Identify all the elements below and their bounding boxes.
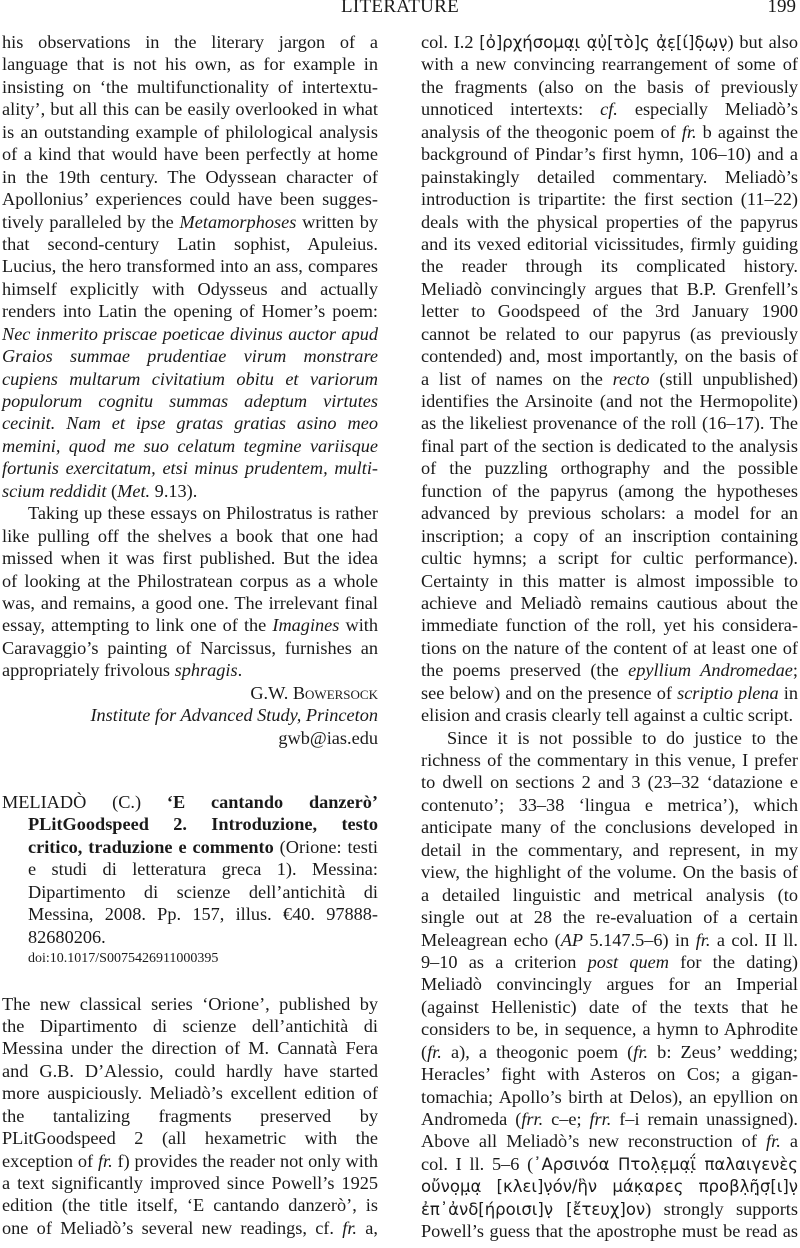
text-line: Since it is not possible to do justice to the <box>447 727 798 748</box>
text-line: The new classical series ‘Orione’, published by <box>2 993 378 1014</box>
text-line: view, the highlight of the volume. On the basis of <box>421 862 798 883</box>
page-header <box>0 0 800 20</box>
text-line: the tantalizing fragments preserved by <box>2 1105 378 1126</box>
text-line: Powell’s guess that the apostrophe must be read as <box>421 1221 798 1242</box>
text-line: introduction is tripartite: the first section (11–22) <box>421 189 798 210</box>
reviewer-email[interactable]: gwb@ias.edu <box>278 727 378 748</box>
text-line: considers to be, in sequence, a hymn to Aphrodite <box>421 1019 798 1040</box>
text-line: like pulling off the shelves a book that one had <box>2 525 378 546</box>
text-line: the reader through its complicated history. <box>421 256 798 277</box>
text-line: identifies the Arsinoite (and not the Hermopolite) <box>421 391 798 411</box>
institution-text: Institute for Advanced Study, Princeton <box>90 705 378 726</box>
reviewer-name <box>2 682 378 704</box>
text-line: immediate function of the roll, yet his considera- <box>421 615 798 636</box>
review-1-signature <box>2 682 378 749</box>
text-line: missed when it was first published. But the idea <box>2 548 378 569</box>
text-line: Andromeda (frr. c–e; frr. f–i remain unassigned). <box>421 1109 799 1129</box>
text-line: Messina under the direction of M. Cannatà Fera <box>2 1038 378 1059</box>
text-line: the fragments (also on the basis of previously <box>421 76 798 97</box>
text-line: (fr. a), a theogonic poem (fr. b: Zeus’ wedding; <box>421 1041 799 1062</box>
text-line: cannot be related to our papyrus (as previously <box>421 323 798 344</box>
text-line: tomachia; Apollo’s birth at Delos), an epyllion on <box>421 1086 798 1107</box>
text-line: see below) and on the presence of scriptio plena in <box>421 682 799 703</box>
text-line: exception of fr. f) provides the reader not only with <box>2 1150 378 1171</box>
text-line: advanced by previous scholars: a model for an <box>421 503 798 524</box>
reviewer-surname: Bowersock <box>292 682 378 703</box>
text-line: to dwell on sections 2 and 3 (23–32 ‘datazione e <box>421 772 798 793</box>
review-2-paragraph-1-continued <box>421 31 798 727</box>
text-line: painstakingly detailed commentary. Meliadò’s <box>421 166 798 187</box>
text-line: tions on the nature of the content of at least one of <box>421 637 798 658</box>
text-line: Taking up these essays on Philostratus is rather <box>28 503 378 524</box>
text-line: ἐπ᾿ἀνδ[ήροισι]ν̣ [ἔτευχ]ον) strongly supports <box>421 1198 798 1219</box>
text-line: Meleagrean echo (AP 5.147.5–6) in fr. a col. II ll. <box>421 929 798 950</box>
text-line: richness of the commentary in this venue, I prefer <box>421 750 798 770</box>
text-line: final part of the section is dedicated to the analysis <box>421 435 798 456</box>
text-line: populorum cognitu summas adeptum virtutes <box>2 391 378 411</box>
text-line: col. I ll. 5–6 (᾿Αρσινόα Πτολ̣ε̣μα̣ΐ̣ παλαιγενὲς <box>421 1153 798 1174</box>
text-line: his observations in the literary jargon of a <box>2 32 378 52</box>
text-line: essay, attempting to link one of the Imagines with <box>2 615 378 636</box>
doi-reference[interactable]: doi:10.1017/S0075426911000395 <box>28 951 219 967</box>
section-gap <box>2 749 378 791</box>
reviewer-initials: G.W. <box>250 682 293 703</box>
text-line: inscription; a copy of an inscription containing <box>421 525 798 546</box>
text-line: critico, traduzione e commento (Orione: testi <box>28 836 378 857</box>
section-gap <box>2 971 378 993</box>
reviewer-institution <box>2 704 378 726</box>
text-line: e studi di letteratura greca 1). Messina: <box>28 859 378 880</box>
review-2-body <box>2 993 378 1240</box>
text-line: 9–10 as a criterion post quem for the dating) <box>421 951 798 972</box>
text-line: Above all Meliadò’s new reconstruction of fr. a <box>421 1131 799 1152</box>
text-line: Messina, 2008. Pp. 157, illus. €40. 97888- <box>28 904 378 925</box>
text-line: Caravaggio’s painting of Narcissus, furnishes an <box>2 637 378 658</box>
text-line: cultic hymns; a script for cultic performance). <box>421 548 798 569</box>
left-column <box>2 31 378 1239</box>
text-line: contenuto’; 33–38 ‘lingua e metrica’), which <box>421 794 798 815</box>
text-line: the poems preserved (the epyllium Andromedae; <box>421 660 798 681</box>
text-line: Meliadò convincingly argues for an Imperial <box>421 974 798 995</box>
text-line: in the 19th century. The Odyssean character of <box>2 166 378 187</box>
text-line: detail in the commentary, and represent, in my <box>421 839 798 860</box>
text-line: renders into Latin the opening of Homer’s poem: <box>2 301 378 322</box>
text-line: memini, quod me suo celatum tegmine variisque <box>2 435 378 456</box>
text-line: col. I.2 [ὀ]ρχήσομα̣ι̣ α̣ὐ̣[τὸ]ς ἀ̣ε̣[ί]δ̣ω̣ν̣) but also <box>421 32 799 52</box>
text-line: οὔνο̣μ̣α̣ [κλει]ν̣όν/ἣν μάκ̣αρες προβλ̣ῆ̣σ̣[ι]ν̣ <box>421 1177 798 1197</box>
text-line: Nec inmerito priscae poeticae divinus auctor apud <box>2 323 378 344</box>
text-line: appropriately frivolous sphragis. <box>2 660 243 681</box>
text-line: with a new convincing rearrangement of some of <box>421 54 798 75</box>
text-line: is an outstanding example of philological analysis <box>2 121 378 142</box>
text-line: tively paralleled by the Metamorphoses written by <box>2 211 378 232</box>
text-line: 82680206. <box>28 926 106 947</box>
text-line: a list of names on the recto (still unpublished) <box>421 368 799 389</box>
text-line: single out at 28 the re-evaluation of a certain <box>421 907 798 928</box>
page-number: 199 <box>767 0 796 17</box>
text-line: of a kind that would have been perfectly at home <box>2 144 378 165</box>
text-line: letter to Goodspeed of the 3rd January 1900 <box>421 301 798 322</box>
text-line: PLitGoodspeed 2. Introduzione, testo <box>28 814 378 835</box>
text-line: and G.B. D’Alessio, could hardly have started <box>2 1060 378 1081</box>
text-line: the Dipartimento di scienze dell’antichità di <box>2 1015 378 1036</box>
text-line: cupiens multarum civitatium obitu et variorum <box>2 368 378 389</box>
text-line: unnoticed intertexts: cf. especially Meliadò’s <box>421 99 798 120</box>
text-line: Apollonius’ experiences could have been sugges- <box>2 189 378 210</box>
text-line: and its vexed editorial vicissitudes, firmly guiding <box>421 233 798 254</box>
text-line: of looking at the Philostratean corpus as a whole <box>2 570 378 591</box>
text-line: fortunis exercitatum, etsi minus prudentem, multi- <box>2 458 378 479</box>
text-line: one of Meliadò’s several new readings, cf. fr. a, <box>2 1217 378 1238</box>
text-line: MELIADÒ (C.) ‘E cantando danzerò’ <box>2 792 378 812</box>
text-line: ality’, but all this can be easily overlooked in what <box>2 99 378 120</box>
text-line: as the likeliest provenance of the roll (16–17). The <box>421 413 798 434</box>
text-line: Lucius, the hero transformed into an ass, compares <box>2 256 378 277</box>
review-1-final-paragraph <box>2 502 378 682</box>
text-line: achieve and Meliadò remains cautious about the <box>421 592 798 613</box>
review-1-conclusion <box>2 31 378 502</box>
right-column <box>421 31 798 1243</box>
text-line: a detailed linguistic and metrical analysis (to <box>421 884 798 905</box>
text-line: contended) and, most importantly, on the basis of <box>421 346 798 367</box>
text-line: of the puzzling orthography and the possible <box>421 458 798 479</box>
text-line: language that is not his own, as for example in <box>2 54 378 75</box>
review-2-bibliographic-heading <box>2 791 378 948</box>
review-2-paragraph-2 <box>421 727 798 1243</box>
text-line: Meliadò convincingly argues that B.P. Grenfell’s <box>421 278 798 299</box>
text-line: Certainty in this matter is almost impossible to <box>421 570 798 591</box>
text-line: anticipate many of the conclusions developed in <box>421 817 798 838</box>
text-line: insisting on ‘the multifunctionality of intertextu- <box>2 76 378 97</box>
text-line: cecinit. Nam et ipse gratas gratias asino meo <box>2 413 378 434</box>
text-line: Dipartimento di scienze dell’antichità di <box>28 881 378 902</box>
text-line: function of the papyrus (among the hypotheses <box>421 480 798 501</box>
text-line: PLitGoodspeed 2 (all hexametric with the <box>2 1128 378 1149</box>
text-line: deals with the physical properties of the papyrus <box>421 211 798 232</box>
text-line: elision and crasis clearly tell against a cultic script. <box>421 705 794 726</box>
text-line: Heracles’ fight with Asteros on Cos; a gigan- <box>421 1064 798 1085</box>
text-line: was, and remains, a good one. The irrelevant final <box>2 592 378 613</box>
text-line: background of Pindar’s first hymn, 106–10) and a <box>421 144 798 165</box>
text-line: (against Hellenistic) date of the texts that he <box>421 996 798 1017</box>
running-head: LITERATURE <box>340 0 460 17</box>
text-line: himself explicitly with Odysseus and actually <box>2 278 378 299</box>
text-line: edition (the title itself, ‘E cantando danzerò’, is <box>2 1195 378 1216</box>
text-line: that second-century Latin sophist, Apuleius. <box>2 233 378 254</box>
text-line: scium reddidit (Met. 9.13). <box>2 480 198 501</box>
text-line: a text significantly improved since Powell’s 1925 <box>2 1173 378 1193</box>
text-line: analysis of the theogonic poem of fr. b against the <box>421 121 798 142</box>
text-line: Graios summae prudentiae virum monstrare <box>2 346 378 367</box>
text-line: more auspiciously. Meliadò’s excellent edition of <box>2 1083 378 1104</box>
